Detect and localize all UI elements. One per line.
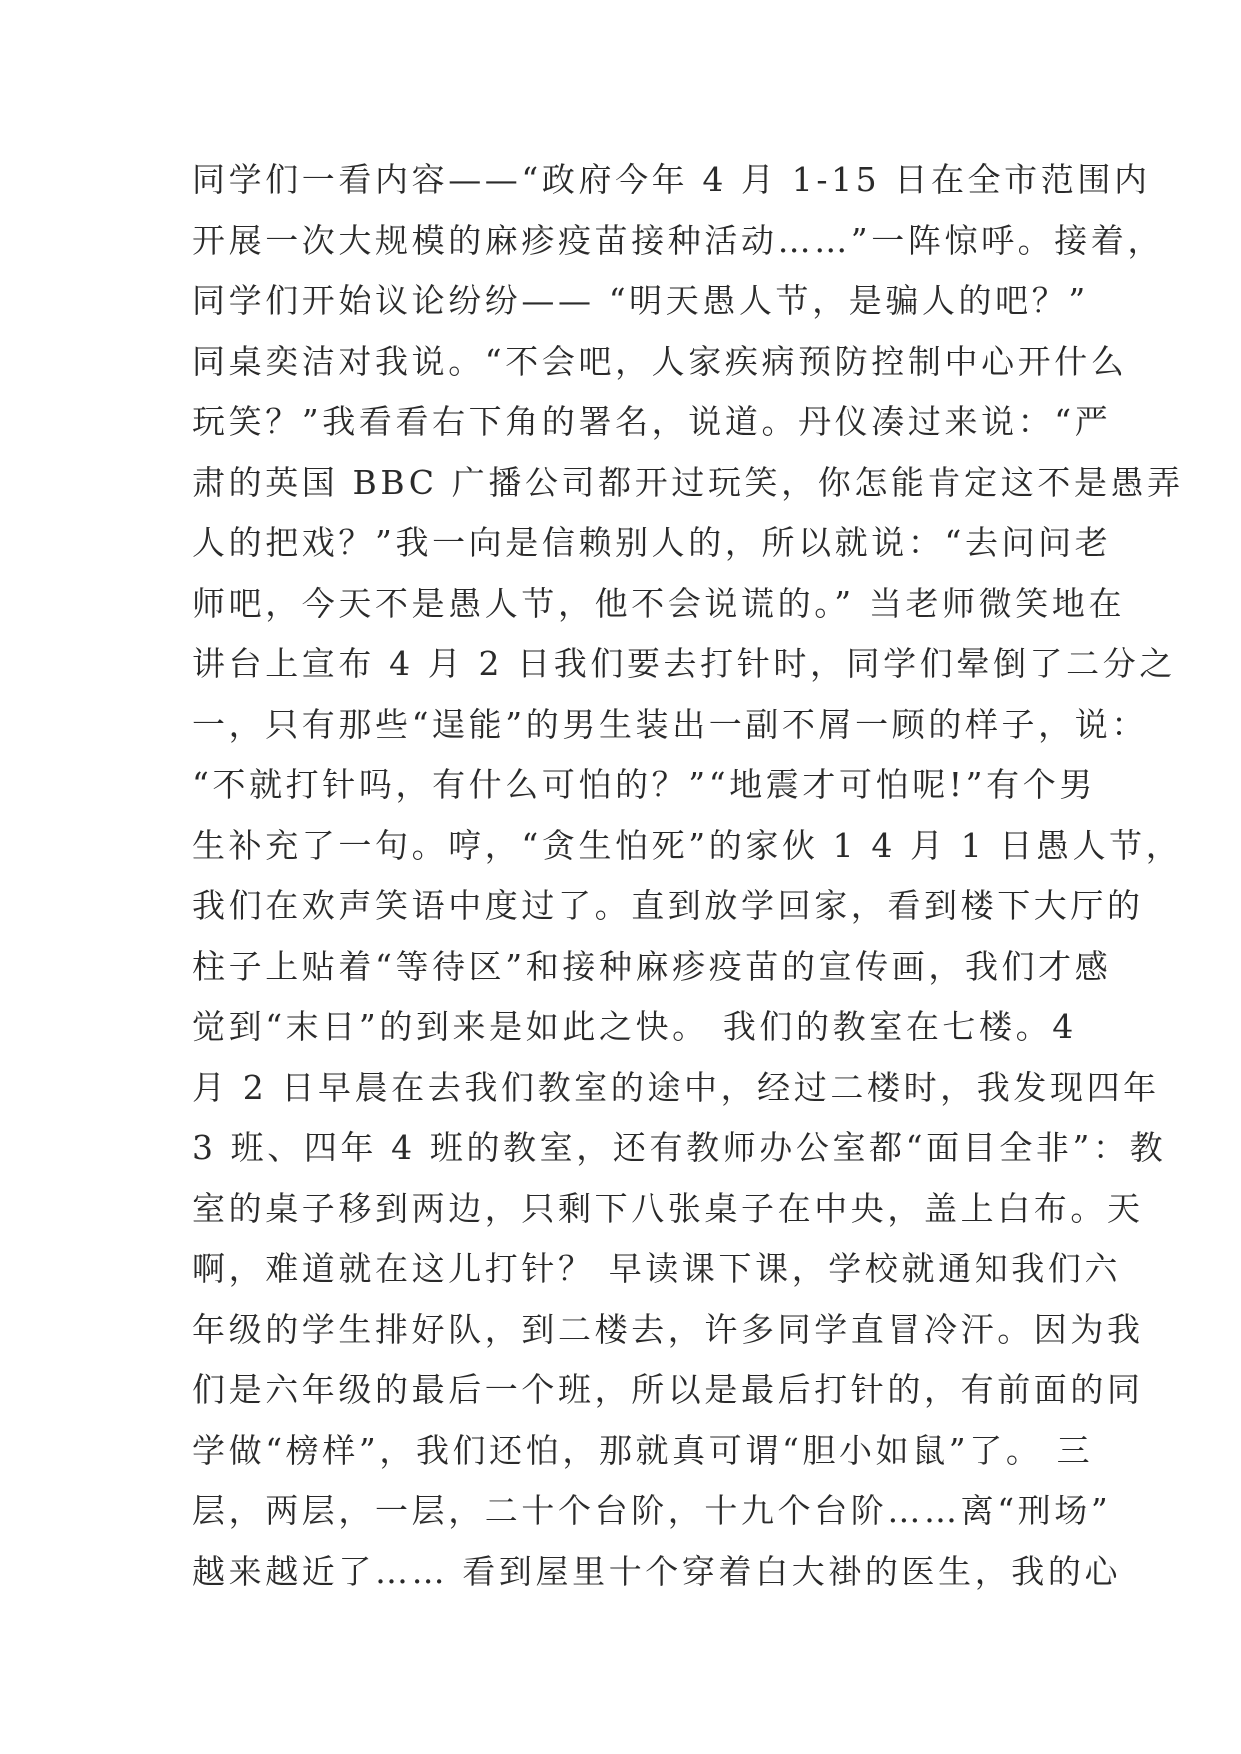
text-line: 觉到“末日”的到来是如此之快。 我们的教室在七楼。4: [192, 1007, 1077, 1046]
text-line: 柱子上贴着“等待区”和接种麻疹疫苗的宣传画，我们才感: [192, 946, 1112, 986]
body-text: [192, 150, 1184, 1602]
text-line: 开展一次大规模的麻疹疫苗接种活动……”一阵惊呼。接着，: [192, 220, 1165, 260]
text-line: 玩笑？”我看看右下角的署名，说道。丹仪凑过来说：“严: [192, 402, 1112, 441]
text-line: 啊，难道就在这儿打针？ 早读课下课，学校就通知我们六: [192, 1249, 1122, 1288]
text-line: 室的桌子移到两边，只剩下八张桌子在中央，盖上白布。天: [192, 1188, 1144, 1228]
text-line: 同桌奕洁对我说。“不会吧，人家疾病预防控制中心开什么: [192, 341, 1128, 381]
text-line: 师吧，今天不是愚人节，他不会说谎的。” 当老师微笑地在: [192, 583, 1126, 623]
text-line: 同学们开始议论纷纷—— “明天愚人节，是骗人的吧？”: [192, 281, 1089, 320]
text-line: 讲台上宣布 4 月 2 日我们要去打针时，同学们晕倒了二分之: [192, 644, 1176, 683]
text-line: 们是六年级的最后一个班，所以是最后打针的，有前面的同: [192, 1370, 1144, 1409]
text-line: 3 班、四年 4 班的教室，还有教师办公室都“面目全非”：教: [192, 1128, 1167, 1167]
text-line: 人的把戏？”我一向是信赖别人的，所以就说：“去问问老: [192, 523, 1112, 562]
text-line: 年级的学生排好队，到二楼去，许多同学直冒冷汗。因为我: [192, 1309, 1144, 1349]
text-line: 层，两层，一层，二十个台阶，十九个台阶……离“刑场”: [192, 1491, 1112, 1530]
text-line: 肃的英国 BBC 广播公司都开过玩笑，你怎能肯定这不是愚弄: [192, 462, 1184, 502]
text-line: 我们在欢声笑语中度过了。直到放学回家，看到楼下大厅的: [192, 886, 1144, 925]
text-line: 学做“榜样”，我们还怕，那就真可谓“胆小如鼠”了。 三: [192, 1430, 1094, 1470]
text-line: “不就打针吗，有什么可怕的？”“地震才可怕呢!”有个男: [192, 765, 1096, 804]
text-line: 生补充了一句。哼，“贪生怕死”的家伙 1 4 月 1 日愚人节，: [192, 825, 1183, 865]
text-line: 一，只有那些“逞能”的男生装出一副不屑一顾的样子，说：: [192, 704, 1148, 744]
text-line: 月 2 日早晨在去我们教室的途中，经过二楼时，我发现四年: [192, 1067, 1160, 1107]
text-line: 越来越近了…… 看到屋里十个穿着白大褂的医生，我的心: [192, 1551, 1122, 1591]
text-line: 同学们一看内容——“政府今年 4 月 1-15 日在全市范围内: [192, 160, 1151, 199]
